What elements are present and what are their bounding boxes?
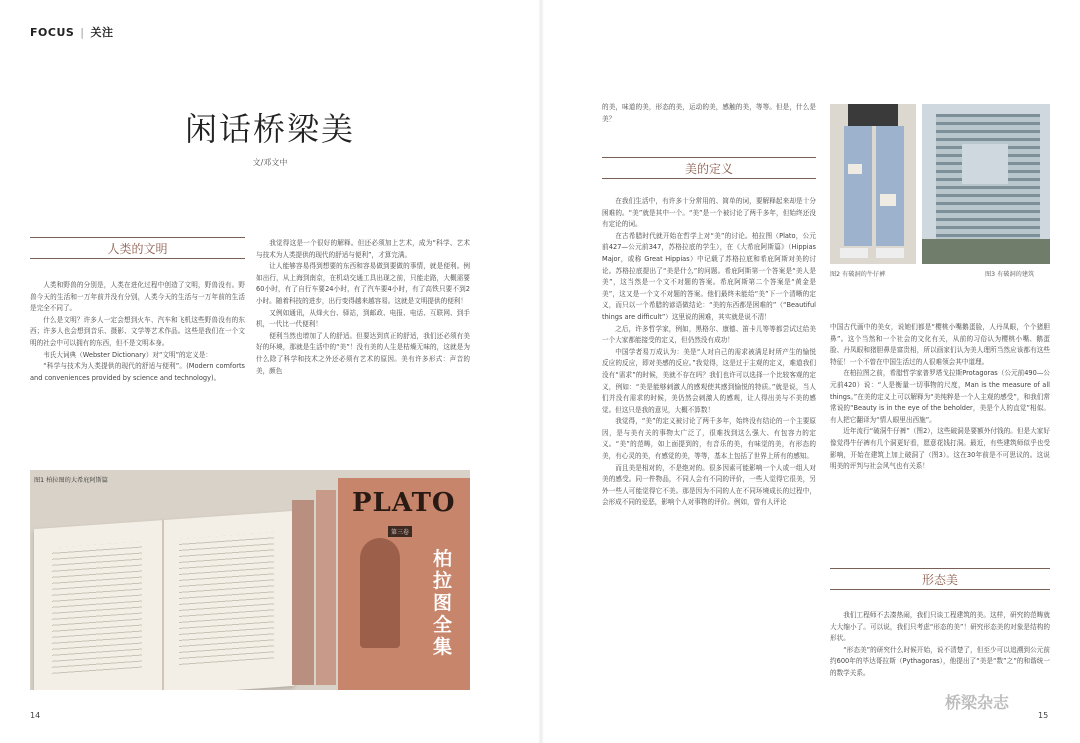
- section-heading-form: [830, 568, 1050, 590]
- book-title: PLATO: [352, 488, 456, 518]
- book-spine: [316, 490, 336, 685]
- open-book-image: [34, 511, 294, 690]
- figure-3-photo: [922, 104, 1050, 264]
- paragraph: 便利当然也增加了人的舒适。但要达到真正的舒适，我们还必须有美好的环境，那就是生活中的“美”！没有美的人生是枯燥无味的，这就是为什么除了科学和技术之外还必须有艺术的原因。美有许多形式：声音的美，颜色: [256, 331, 470, 375]
- trees: [922, 239, 1050, 264]
- shirt-shape: [848, 104, 898, 126]
- text-column-2: [256, 238, 470, 377]
- figure-2-caption: 图2 有破洞的牛仔裤: [830, 271, 886, 278]
- text-column-4: [830, 322, 1050, 473]
- building-facade: [936, 114, 1040, 259]
- plato-book-cover: [338, 478, 470, 690]
- paragraph: 中国古代画中的美女，说她们都是“樱桃小嘴鹅蛋脸，人丹凤眼，个个猪胆鼻”。这个当然和一个社会的文化有关，从前的习俗认为樱桃小嘴、鹅蛋脸、丹凤眼和猪胆鼻是富贵相，所以画家们认为美人理所当然应该都有这些特征！一个不曾在中国生活过的人很难领会其中道理。: [830, 323, 1050, 366]
- page-header: FOCUS | 关注: [30, 26, 114, 39]
- book-volume: 第三卷: [388, 526, 412, 537]
- paragraph: 让人能够容易得到想要的东西和容易做到要做的事情，就是便利。例如出行，从上海到南京，在机动交通工具出现之前，只能走路，大概需要60小时，有了自行车要24小时，有了汽车要4小时，有了高铁只要不到2小时。随着科技的进步，出行变得越来越容易。这就是文明提供的便利！: [256, 262, 470, 305]
- text-column-1: [30, 280, 245, 384]
- page-number-left: 14: [30, 711, 41, 720]
- figure-2-photo: [830, 104, 916, 264]
- figure-3-caption: 图3 有破洞的建筑: [985, 271, 1035, 278]
- section-heading-label: 人类的文明: [107, 242, 168, 256]
- paragraph: 我觉得这是一个很好的解释。但还必须加上艺术，成为“科学、艺术与技术为人类提供的现代的舒适与便利”，才算完满。: [256, 239, 470, 259]
- book-spine: [292, 500, 314, 685]
- focus-label: FOCUS: [30, 26, 75, 39]
- paragraph: “科学与技术为人类提供的现代的舒适与便利”。(Modern comforts and conveniences provided by science and technology)。: [30, 362, 245, 382]
- paragraph: 中国学者易万成认为：美是“人对自己的需求被满足时所产生的愉悦反应的反应，即对美感的反应。”我觉得，这是过于主观的定义，难道我们没有“需求”的时候，美就不存在吗？我们也许可以选择一个比较客观的定义，例如：“美是能够刺激人的感观使其感到愉悦的特质。”就是说，当人们并没有需求的时候，美仍然会刺激人的感观，让人得出美与不美的感觉。但这只是我的意见，大概不算数！: [602, 347, 816, 414]
- section-label: 关注: [90, 26, 114, 39]
- article-author: 文/邓文中: [252, 158, 288, 167]
- paragraph: 什么是文明？许多人一定会想到火车、汽车和飞机这些野兽没有的东西；许多人也会想到音乐、摄影、文学等艺术作品。这些是我们在一个文明的社会中可以拥有的东西，但不是文明本身。: [30, 315, 245, 347]
- jeans-hole: [880, 194, 896, 206]
- watermark-logo: 桥梁杂志: [945, 693, 1010, 712]
- book-spine-title: 柏拉图全集: [433, 548, 453, 658]
- article-title: 闲话桥梁美: [184, 110, 355, 148]
- jeans-leg-left: [844, 126, 872, 246]
- section-heading-civilization: [30, 237, 245, 259]
- paragraph: 近年流行“破洞牛仔裤”（图2），这些破洞是要额外付钱的。但是大家好像觉得牛仔裤有几个洞更好看，愿意花钱打洞。最近，有些建筑师似乎也受影响，开始在建筑上加上破洞了（图3）。这在30年前是不可思议的。这说明美的评判与社会风气也有关系！: [830, 427, 1050, 471]
- paragraph: 而且美是相对的，不是绝对的。很多因素可能影响一个人或一组人对美的感受。同一件物品，不同人会有不同的评价，一些人觉得它很美，另外一些人可能觉得它不美。那是因为不同的人在不同环境成长的过程中，会形成不同的爱恶，影响个人对事物的评价。例如，曾有人评论: [602, 463, 816, 507]
- page-gutter: [538, 0, 544, 743]
- paragraph: 我觉得，“美”的定义被讨论了两千多年，始终没有结论的一个主要原因，是与美有关的事物太广泛了，很难找到这么强大、有包容力的定义。“美”的范畴，如上面提到的，有音乐的美，有味觉的美，有形态的美，有心灵的美，有感觉的美，等等，基本上包括了世界上所有的感知。: [602, 417, 816, 461]
- building-hole: [962, 144, 1008, 184]
- paragraph: “形态美”的研究什么时候开始，说不清楚了，但至少可以追溯到公元前约600年的毕达哥拉斯（Pythagoras），他提出了“美是“数”之”的和谐统一的数学关系。: [830, 645, 1050, 677]
- jeans-hole: [848, 164, 862, 174]
- paragraph: 韦氏大词典（Webster Dictionary）对“文明”的定义是：: [43, 350, 213, 359]
- shoe-left: [840, 248, 868, 258]
- paragraph: 的美，味道的美，形态的美，运动的美，感触的美，等等。但是，什么是美？: [602, 103, 816, 123]
- paragraph: 人类和野兽的分别是，人类在进化过程中创造了文明，野兽没有。野兽今天的生活和一万年前并没有分别，人类今天的生活与一万年前的生活是完全不同了。: [30, 281, 245, 313]
- paragraph: 在柏拉图之前，希腊哲学家普罗塔戈拉斯Protagoras（公元前490—公元前420）说：“人是衡量一切事物的尺度，Man is the measure of all things。”在美的定义上可以解释为“美纯粹是一个人主观的感受”，和我们常常说的“Beauty is in the eye of the beholder，美是个人的直觉”相似。有人把它翻译为“情人眼里出西施”。: [830, 369, 1050, 424]
- paragraph: 在古希腊时代就开始在哲学上对“美”的讨论。柏拉图（Plato，公元前427—公元前347，苏格拉底的学生），在《大希庇阿斯篇》（Hippias Major，或称 Great Hippias）中记载了苏格拉底和希庇阿斯对美的讨论。苏格拉底提出了“美是什么”的问题。希庇阿斯第一个答案是“美人是美”，这当然是一个文不对题的答案。希庇阿斯第二个答案是“黄金是美”，这又是一个文不对题的答案。他们最终未能给“美”下一个清晰的定义，而只以一个希腊的谚语做结论：“美的东西都是困难的”（“Beautiful things are difficult”）这里说的困难，其实就是说不清！: [602, 231, 816, 321]
- text-column-5: [830, 610, 1050, 680]
- statue-illustration: [360, 538, 400, 648]
- jeans-leg-right: [876, 126, 904, 246]
- paragraph: 在我们生活中，有许多十分常用的、简单的词，要解释起来却是十分困难的。“美”就是其中一个。“美”是一个被讨论了两千多年，但始终还没有定论的词。: [602, 197, 816, 229]
- page-number-right: 15: [1038, 711, 1049, 720]
- paragraph: 又例如通讯，从烽火台、驿站，到邮政、电报、电话、互联网、到手机，一代比一代便利！: [256, 308, 470, 329]
- section-heading-label: 美的定义: [684, 162, 733, 176]
- paragraph: 之后，许多哲学家，例如，黑格尔、康德、笛卡儿等等都尝试过给美一个大家都能接受的定义，但仍然没有成功！: [602, 324, 816, 345]
- shoe-right: [876, 248, 904, 258]
- paragraph: 我们工程师不去凑热闹，我们只谈工程建筑的美。这样，研究的范畴就大大缩小了。可以说，我们只考虑“形态的美”！研究形态美的对象是结构的形状。: [830, 611, 1050, 643]
- figure-1-photo: [30, 470, 470, 690]
- figure-1-caption: 图1 柏拉图的大希庇阿斯篇: [34, 477, 108, 484]
- text-column-3-top: [602, 102, 816, 125]
- section-heading-definition: [602, 157, 816, 179]
- text-column-3: [602, 196, 816, 509]
- section-heading-label: 形态美: [921, 573, 958, 587]
